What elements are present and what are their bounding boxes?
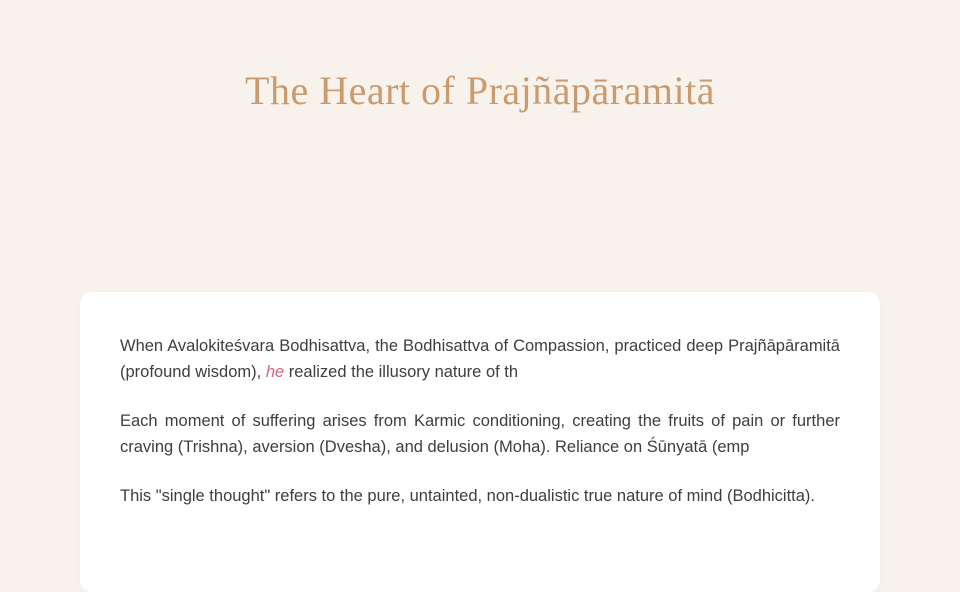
paragraph-2: Each moment of suffering arises from Karmic conditioning, creating the fruits of pain or further craving (Trishna), aversion (Dvesha), and delusion (Moha). Reliance on Śūnyatā (emp: [120, 412, 840, 456]
paragraph-1-text-post: realized the illusory nature of th: [284, 363, 519, 381]
content-card: [80, 292, 880, 592]
page: [0, 67, 960, 592]
paragraph-3: This "single thought" refers to the pure, untainted, non-dualistic true nature of mind (Bodhicitta).: [120, 487, 816, 505]
page-title: The Heart of Prajñāpāramitā: [245, 68, 715, 113]
highlighted-word: he: [265, 363, 285, 381]
paragraph-1: [120, 333, 840, 385]
paragraph-1-text-pre: When Avalokiteśvara Bodhisattva, the Bodhisattva of Compassion, practiced deep Prajñāpāramitā (profound wisdom),: [120, 337, 840, 381]
